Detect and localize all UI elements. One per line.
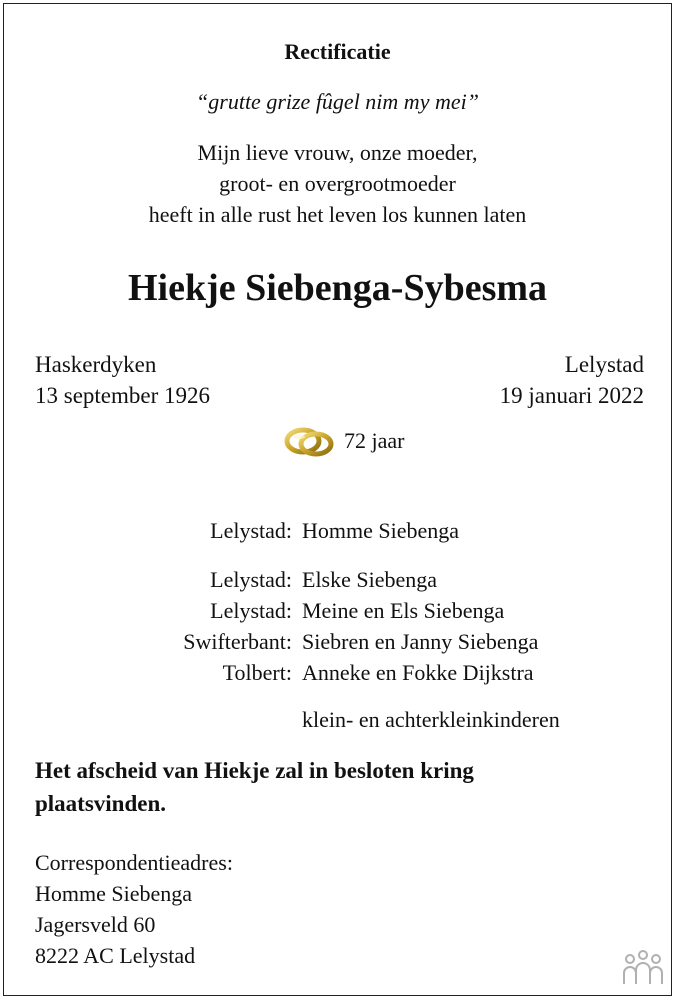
grandchildren-line: klein- en achterkleinkinderen [302,707,560,732]
relative-names: Elske Siebenga [302,567,438,592]
birth-info [35,349,210,411]
birth-date: 13 september 1926 [35,383,211,408]
relative-row [4,567,671,598]
intro-line: Mijn lieve vrouw, onze moeder, [197,140,478,165]
relatives-list [4,518,671,693]
relative-names: Meine en Els Siebenga [302,598,505,623]
address-street: Jagersveld 60 [35,912,156,937]
address-label: Correspondentieadres: [35,850,233,875]
quote: “grutte grize fûgel nim my mei” [196,89,479,114]
relative-names: Anneke en Fokke Dijkstra [302,660,534,685]
death-notice [3,3,672,996]
relative-row [4,598,671,629]
relative-row [4,660,671,691]
relative-row [4,629,671,660]
marriage-years: 72 jaar [344,428,405,453]
intro-text [4,137,671,230]
address-city: 8222 AC Lelystad [35,943,196,968]
birth-place: Haskerdyken [35,352,157,377]
wedding-rings-icon [282,422,338,462]
intro-line: groot- en overgrootmoeder [219,171,456,196]
notice-heading: Rectificatie [284,39,391,64]
death-place: Lelystad [564,352,644,377]
address-name: Homme Siebenga [35,881,193,906]
farewell-text: Het afscheid van Hiekje zal in besloten kring plaatsvinden. [35,758,474,816]
relative-names: Homme Siebenga [302,518,460,543]
deceased-name: Hiekje Siebenga-Sybesma [127,267,548,309]
relative-place: Tolbert: [222,660,292,685]
correspondence-address [35,847,233,971]
intro-line: heeft in alle rust het leven los kunnen laten [148,202,527,227]
relative-place: Lelystad: [210,518,292,543]
relative-names: Siebren en Janny Siebenga [302,629,539,654]
relative-place: Lelystad: [210,598,292,623]
relative-row [4,518,671,549]
relative-place: Swifterbant: [183,629,292,654]
death-date: 19 januari 2022 [499,383,644,408]
relative-place: Lelystad: [210,567,292,592]
people-group-icon [620,948,666,986]
death-info [500,349,644,411]
